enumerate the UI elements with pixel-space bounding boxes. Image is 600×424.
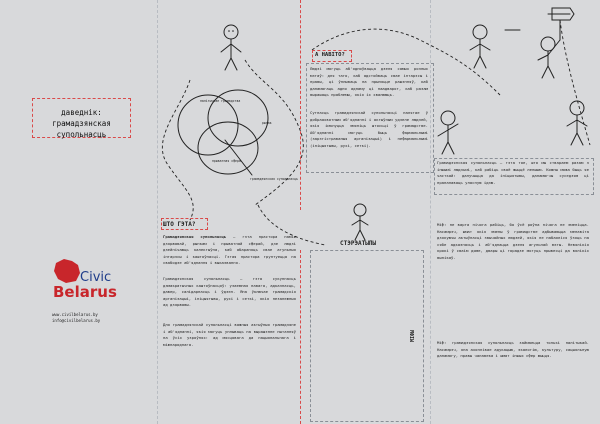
cover-title-line: даведнік: <box>61 108 102 117</box>
website-link[interactable]: www.civilbelarus.by <box>52 312 98 317</box>
naviato-para: Людзі могуць аб'ядноўвацца дзеля самых розных мэтаў: для таго, каб адстойваць свае інтарэсы і правы, ці ўплываць на прыняцце рашэнняў, каб дапамагаць адно аднаму ці наадварот, каб разам вырашаць праблемы, якія іх хвалююць. <box>310 66 428 98</box>
stick-figure <box>438 111 458 154</box>
stick-figure <box>221 25 241 70</box>
shto-para: Для грамадзянскай супольнасці важныя актыўныя грамадзяне і аб'яднанні, якія могуць уплываць на вырашэнне пытанняў на ўсіх узроўнях: ад мясцовага да нацыянальнага і міжнароднага. <box>163 322 296 347</box>
logo-belarus: Belarus <box>53 283 117 301</box>
right-para: Грамадзянская супольнасць – гэта тое, што мы ствараем разам з іншымі людзьмі, каб рабіць сваё жыццё лепшым. Кожны можа быць яе часткай: далучыцца да ініцыятывы, дапамагчы суседзям ці прапанаваць уласную ідэю. <box>437 160 589 185</box>
shto-bold-term: Грамадзянская супольнасць <box>163 234 227 239</box>
shto-heading-box <box>161 218 208 230</box>
stereo-box <box>310 250 424 422</box>
contact-links <box>52 312 100 324</box>
cover-title-line: супольнасць <box>56 130 107 139</box>
venn-label: рынак <box>262 121 272 125</box>
dashed-path <box>245 60 303 205</box>
stick-figure <box>470 25 490 68</box>
shto-para: – гэта прастора паміж дзяржавай, рынкам і прыватнай сферай, дзе людзі дзейнічаюць калектыўна, каб абараняць свае агульныя інтарэсы і каштоўнасці. Гэтая прастора грунтуецца на свабодзе аб'яднання і выказвання. <box>163 234 296 266</box>
venn-pointer <box>225 140 252 175</box>
naviato-heading: А НАВІТО? <box>315 52 345 58</box>
right-para: Міф: грамадзянская супольнасць займаецца толькі палітыкай. Насамрэч, яна ахоплівае адукацыю, экалогію, культуру, сацыяльную дапамогу, правы чалавека і шмат іншых сфер жыцця. <box>437 340 589 359</box>
belarus-map-icon <box>52 257 82 285</box>
myths-side-label: МІФЫ <box>410 330 416 343</box>
cover-title-line: грамадзянская <box>52 119 111 128</box>
stick-figure <box>352 204 368 240</box>
venn-label: грамадзянская супольнасць <box>250 177 298 181</box>
stereo-heading: СТЭРЭАТЫПЫ <box>340 240 377 247</box>
right-para: Міф: не варта нічога рабіць, бо ўсё роўна нічога не зменіцца. Насамрэч, шмат якія змены ў грамадстве адбываюцца менавіта дзякуючы актыўнасці звычайных людзей, якія не пабаяліся ўзяць на сябе адказнасць і аб'яднацца дзеля агульнай мэты. Невялікія крокі ў сваім доме, двары ці горадзе могуць прывесці да вялікіх вынікаў. <box>437 222 589 260</box>
shto-text <box>163 234 296 267</box>
logo-civic: Civic <box>80 270 112 285</box>
shto-heading: ШТО ГЭТА? <box>163 221 196 228</box>
email-link[interactable]: info@civilbelarus.by <box>52 318 101 323</box>
dashed-path <box>560 20 590 145</box>
shto-para: Грамадзянская супольнасць – гэта сукупнасць дэмакратычных каштоўнасцяў: узаемная павага, адказнасць, давер, салідарнасць і ўдзел. Яна ўключае грамадскія арганізацыі, ініцыятывы, рухі і сеткі, якія незалежныя ад дзяржавы. <box>163 276 296 308</box>
naviato-para: Сутнасць грамадзянскай супольнасці палягае ў добраахвотным аб'яднанні і актыўным удзеле людзей, якія імкнуцца змяніць штосьці ў грамадстве. Аб'яднанні могуць быць фармальнымі (зарэгістраваныя арганізацыі) і нефармальнымі (ініцыятывы, рухі, сеткі). <box>310 110 428 148</box>
dashed-path <box>162 80 193 220</box>
venn-label: палітычнае грамадства <box>200 99 241 103</box>
stick-figure-with-sign <box>538 8 574 78</box>
venn-label: прыватная сфера <box>212 159 241 163</box>
